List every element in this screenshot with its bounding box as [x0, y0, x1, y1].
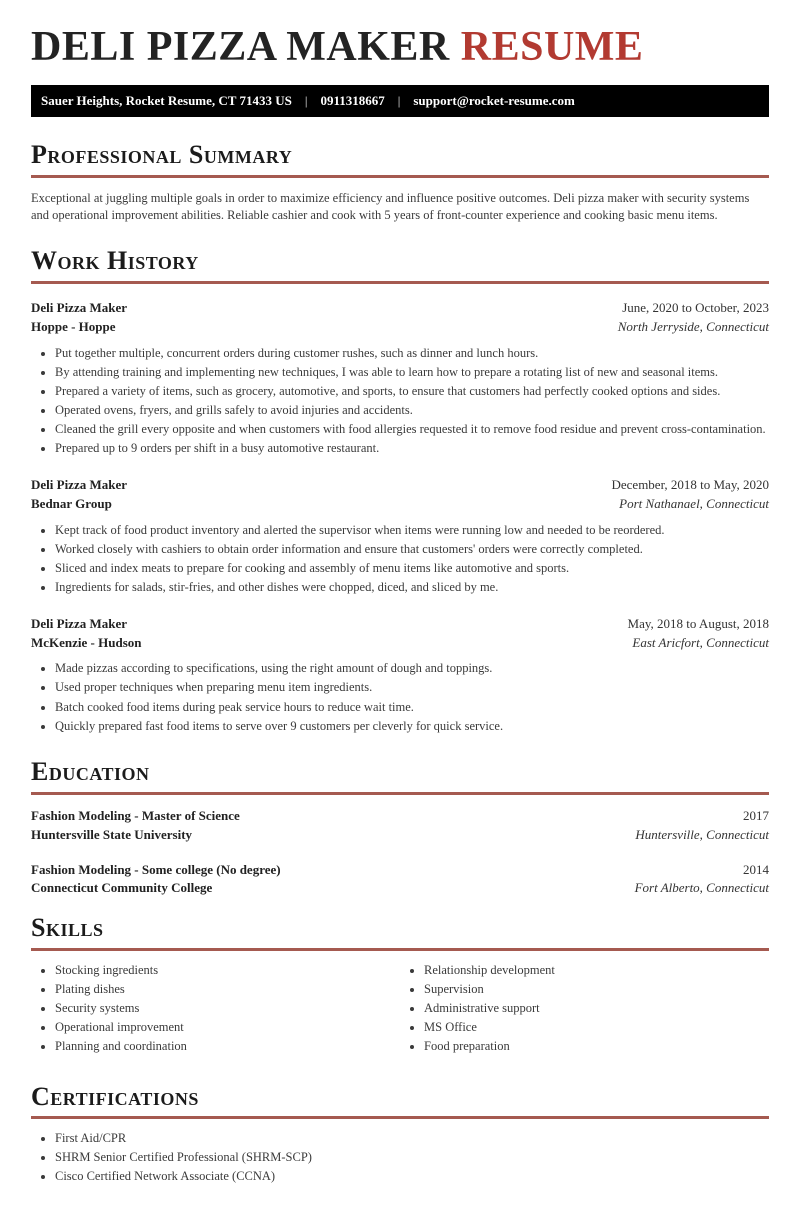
- job-company: Hoppe - Hoppe: [31, 318, 116, 334]
- certifications-heading: Certifications: [31, 1081, 199, 1111]
- certification-item: • Cisco Certified Network Associate (CCNA): [55, 1169, 769, 1185]
- job-company-row: [31, 318, 769, 337]
- section-rule: [31, 175, 769, 178]
- job-entry: [31, 299, 769, 457]
- education-school-row: [31, 879, 769, 898]
- job-title-row: [31, 615, 769, 634]
- job-bullet: • Made pizzas according to specifications, using the right amount of dough and toppings.: [55, 661, 769, 677]
- job-dates: June, 2020 to October, 2023: [622, 300, 769, 316]
- job-bullet: • Operated ovens, fryers, and grills safely to avoid injuries and accidents.: [55, 403, 769, 419]
- education-school: Huntersville State University: [31, 826, 193, 842]
- education-degree-row: [31, 861, 769, 880]
- education-entry: [31, 861, 769, 899]
- education-degree: Fashion Modeling - Master of Science: [31, 807, 240, 823]
- job-location: East Aricfort, Connecticut: [632, 634, 769, 650]
- skill-item: • Plating dishes: [55, 982, 400, 998]
- job-bullet: • Worked closely with cashiers to obtain order information and ensure that customers' orders were correctly completed.: [55, 542, 769, 558]
- education-year: 2017: [743, 807, 769, 823]
- skill-item: • Administrative support: [424, 1001, 769, 1017]
- education-location: Fort Alberto, Connecticut: [634, 880, 769, 896]
- job-bullet: • Put together multiple, concurrent orders during customer rushes, such as dinner and lunch hours.: [55, 346, 769, 362]
- education-location: Huntersville, Connecticut: [635, 826, 769, 842]
- section-rule: [31, 1116, 769, 1119]
- education-school: Connecticut Community College: [31, 880, 213, 896]
- contact-phone: 0911318667: [320, 93, 385, 109]
- job-title: Deli Pizza Maker: [31, 615, 128, 631]
- skill-item: • Stocking ingredients: [55, 963, 400, 979]
- skills-columns: [31, 953, 769, 1059]
- job-bullet-list: [31, 661, 769, 734]
- section-rule: [31, 281, 769, 284]
- certification-item: • SHRM Senior Certified Professional (SHRM-SCP): [55, 1150, 769, 1166]
- page-title: [31, 25, 769, 69]
- job-bullet: • Used proper techniques when preparing menu item ingredients.: [55, 680, 769, 696]
- education-heading: Education: [31, 757, 150, 787]
- job-location: Port Nathanael, Connecticut: [619, 495, 769, 511]
- job-title: Deli Pizza Maker: [31, 476, 128, 492]
- job-company-row: [31, 495, 769, 514]
- job-dates: May, 2018 to August, 2018: [627, 615, 769, 631]
- education-degree-row: [31, 807, 769, 826]
- job-bullet-list: [31, 523, 769, 596]
- summary-heading: Professional Summary: [31, 140, 293, 170]
- skill-item: • Security systems: [55, 1001, 400, 1017]
- education-year: 2014: [743, 861, 769, 877]
- job-bullet: • By attending training and implementing new techniques, I was able to learn how to prepare a rotating list of new and seasonal items.: [55, 365, 769, 381]
- skill-item: • Food preparation: [424, 1039, 769, 1055]
- skills-heading: Skills: [31, 913, 104, 943]
- skills-column-left: [31, 963, 400, 1059]
- education-entry: [31, 807, 769, 845]
- certification-item: • First Aid/CPR: [55, 1131, 769, 1147]
- summary-text: Exceptional at juggling multiple goals in order to maximize efficiency and influence positive outcomes. Deli pizza maker with security systems and operational improvement abilities. Reliable cashier and cook with 5 years of front-counter experience and cooking basic menu items.: [31, 190, 750, 222]
- job-entry: [31, 476, 769, 596]
- education-school-row: [31, 826, 769, 845]
- contact-separator: |: [304, 93, 308, 109]
- job-bullet: • Kept track of food product inventory and alerted the supervisor when items were running low and needed to be reordered.: [55, 523, 769, 539]
- education-list: [31, 807, 769, 898]
- contact-bar: [31, 85, 769, 117]
- job-bullet: • Sliced and index meats to prepare for cooking and assembly of menu items like automotive and sports.: [55, 561, 769, 577]
- job-bullet: • Quickly prepared fast food items to serve over 9 customers per cleverly for quick service.: [55, 719, 769, 735]
- work-history-heading: Work History: [31, 246, 199, 276]
- job-title: Deli Pizza Maker: [31, 300, 128, 316]
- job-bullet: • Cleaned the grill every opposite and when customers with food allergies requested it to remove food residue and prevent cross-contamination.: [55, 422, 769, 438]
- job-bullet: • Ingredients for salads, stir-fries, and other dishes were chopped, diced, and sliced by me.: [55, 580, 769, 596]
- contact-address: Sauer Heights, Rocket Resume, CT 71433 US: [41, 93, 292, 109]
- job-company-row: [31, 634, 769, 653]
- skill-item: • Supervision: [424, 982, 769, 998]
- work-history-list: [31, 299, 769, 734]
- job-bullet-list: [31, 346, 769, 457]
- skill-item: • Relationship development: [424, 963, 769, 979]
- skill-item: • MS Office: [424, 1020, 769, 1036]
- job-title-row: [31, 476, 769, 495]
- page-title-main: DELI PIZZA MAKER: [31, 24, 461, 70]
- contact-separator: |: [397, 93, 401, 109]
- education-degree: Fashion Modeling - Some college (No degree): [31, 861, 281, 877]
- job-bullet: • Batch cooked food items during peak service hours to reduce wait time.: [55, 700, 769, 716]
- job-entry: [31, 615, 769, 735]
- certifications-list: [31, 1131, 769, 1185]
- job-location: North Jerryside, Connecticut: [617, 318, 769, 334]
- job-company: Bednar Group: [31, 495, 112, 511]
- job-bullet: • Prepared up to 9 orders per shift in a busy automotive restaurant.: [55, 441, 769, 457]
- section-rule: [31, 948, 769, 951]
- job-bullet: • Prepared a variety of items, such as grocery, automotive, and sports, to ensure that customers had perfectly cooked options and sides.: [55, 384, 769, 400]
- skills-column-right: [400, 963, 769, 1059]
- job-company: McKenzie - Hudson: [31, 634, 142, 650]
- job-dates: December, 2018 to May, 2020: [611, 476, 769, 492]
- skill-item: • Operational improvement: [55, 1020, 400, 1036]
- page-title-accent: RESUME: [460, 24, 644, 70]
- job-title-row: [31, 299, 769, 318]
- skill-item: • Planning and coordination: [55, 1039, 400, 1055]
- contact-email: support@rocket-resume.com: [413, 93, 575, 109]
- section-rule: [31, 792, 769, 795]
